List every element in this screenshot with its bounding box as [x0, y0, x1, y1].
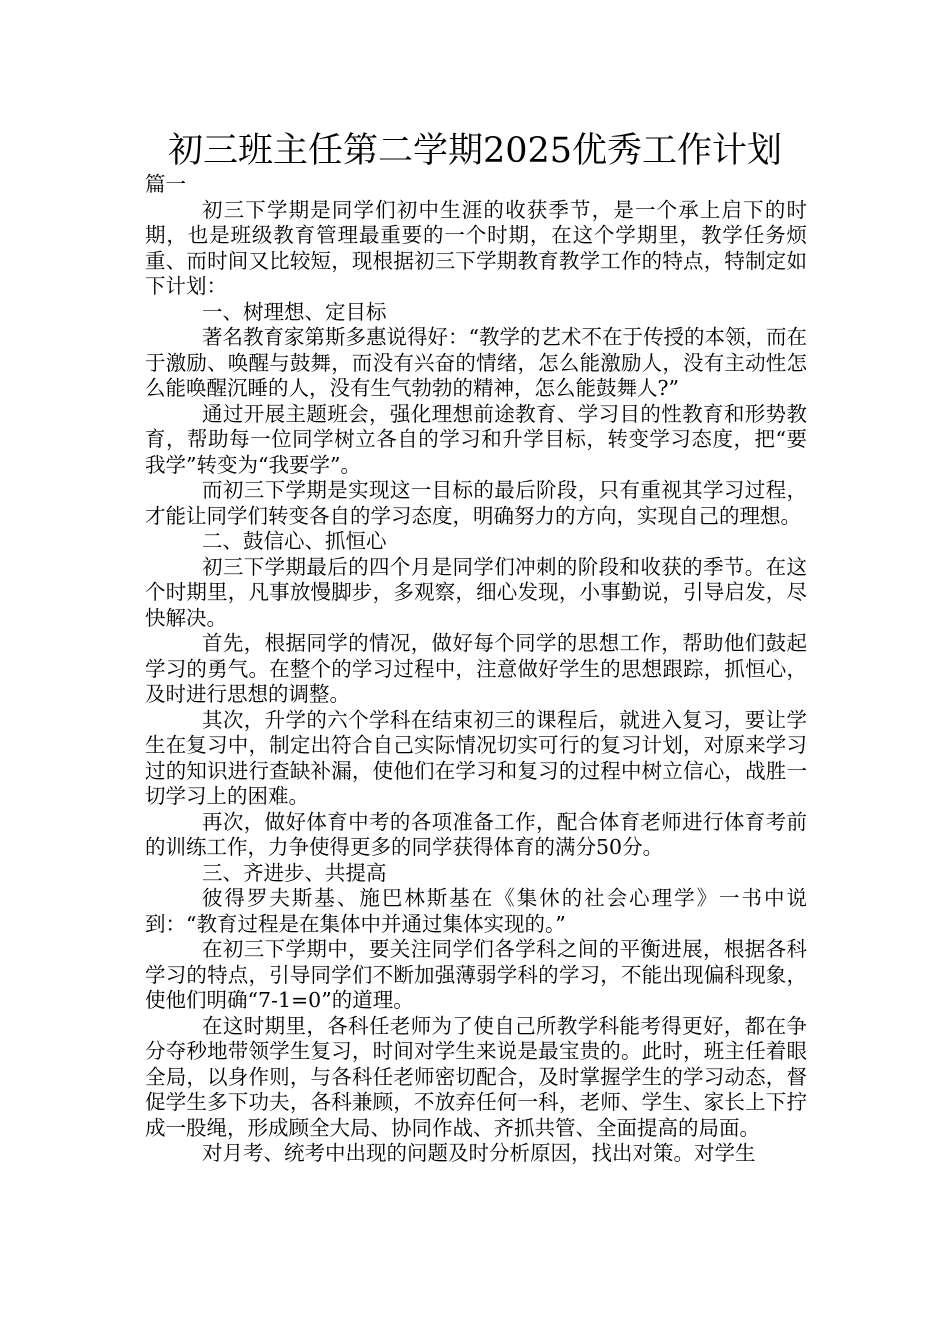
section-label: 篇一 [145, 172, 186, 196]
paragraph-exams: 对月考、统考中出现的问题及时分析原因，找出对策。对学生 [202, 1141, 756, 1165]
heading-section-2: 二、鼓信心、抓恒心 [202, 529, 387, 553]
paragraph-balance: 在初三下学期中，要关注同学们各学科之间的平衡进展，根据各科学习的特点，引导同学们不断加强薄弱学科的学习，不能出现偏科现象，使他们明确“7-1=0”的道理。 [145, 937, 807, 1012]
paragraph-collective-quote: 彼得罗夫斯基、施巴林斯基在《集休的社会心理学》一书中说到：“教育过程是在集体中并通过集体实现的。” [145, 886, 807, 936]
paragraph-third: 再次，做好体育中考的各项准备工作，配合体育老师进行体育考前的训练工作，力争使得更多的同学获得体育的满分50分。 [145, 809, 807, 859]
paragraph-last-months: 初三下学期最后的四个月是同学们冲刺的阶段和收获的季节。在这个时期里，凡事放慢脚步，多观察，细心发现，小事勤说，引导启发，尽快解决。 [145, 554, 807, 630]
document-body [145, 172, 807, 1167]
paragraph-quote-diesterweg: 著名教育家第斯多惠说得好：“教学的艺术不在于传授的本领，而在于激励、唤醒与鼓舞，而没有兴奋的情绪，怎么能激励人，没有主动性怎么能唤醒沉睡的人，没有生气勃勃的精神，怎么能鼓舞人?” [145, 325, 807, 400]
paragraph-teachers: 在这时期里，各科任老师为了使自己所教学科能考得更好，都在争分夺秒地带领学生复习，时间对学生来说是最宝贵的。此时，班主任着眼全局，以身作则，与各科任老师密切配合，及时掌握学生的学习动态，督促学生多下功夫，各科兼顾，不放弃任何一科，老师、学生、家长上下拧成一股绳，形成顾全大局、协同作战、齐抓共管、全面提高的局面。 [145, 1013, 807, 1140]
paragraph-first: 首先，根据同学的情况，做好每个同学的思想工作，帮助他们鼓起学习的勇气。在整个的学习过程中，注意做好学生的思想跟踪，抓恒心，及时进行思想的调整。 [145, 631, 807, 706]
heading-section-3: 三、齐进步、共提高 [202, 860, 387, 885]
heading-section-1: 一、树理想、定目标 [202, 299, 387, 324]
paragraph-theme-meeting: 通过开展主题班会，强化理想前途教育、学习目的性教育和形势教育，帮助每一位同学树立各自的学习和升学目标，转变学习态度，把“要我学”转变为“我要学”。 [145, 401, 807, 477]
paragraph-final-stage: 而初三下学期是实现这一目标的最后阶段，只有重视其学习过程，才能让同学们转变各自的学习态度，明确努力的方向，实现自己的理想。 [145, 478, 807, 528]
paragraph-second: 其次，升学的六个学科在结束初三的课程后，就进入复习，要让学生在复习中，制定出符合自己实际情况切实可行的复习计划，对原来学习过的知识进行查缺补漏，使他们在学习和复习的过程中树立信心，战胜一切学习上的困难。 [145, 707, 807, 808]
document-title: 初三班主任第二学期2025优秀工作计划 [167, 131, 783, 171]
paragraph-intro: 初三下学期是同学们初中生涯的收获季节，是一个承上启下的时期，也是班级教育管理最重要的一个时期，在这个学期里，教学任务烦重、而时间又比较短，现根据初三下学期教育教学工作的特点，特制定如下计划： [145, 197, 807, 298]
